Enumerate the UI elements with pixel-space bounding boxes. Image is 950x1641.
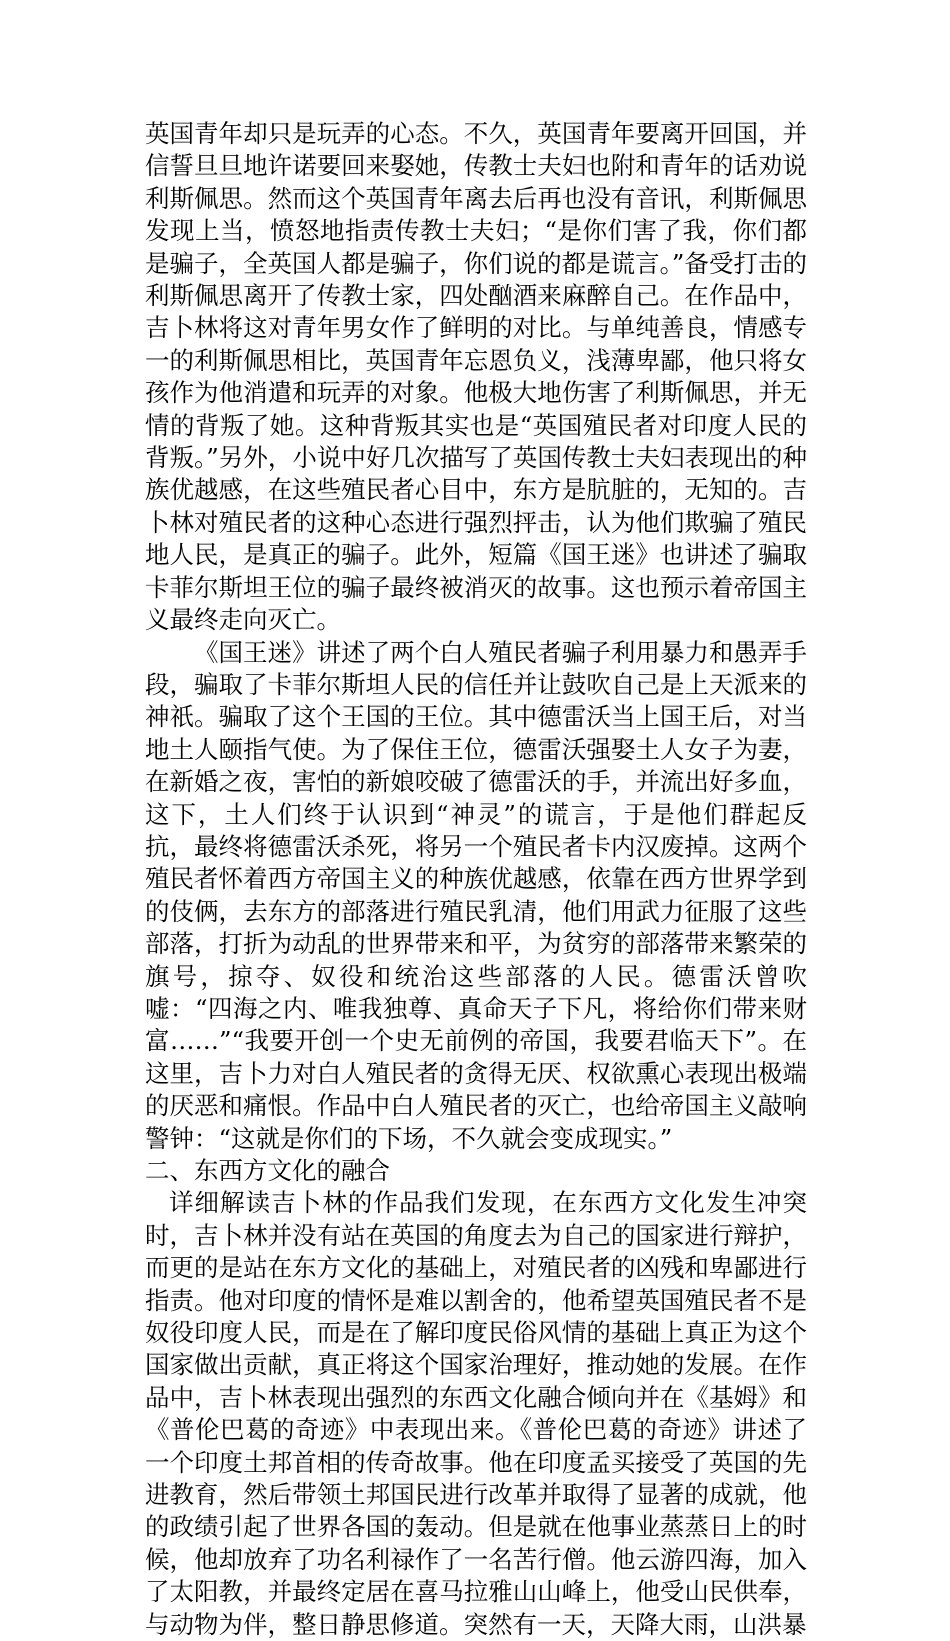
- body-paragraph-2: 《国王迷》讲述了两个白人殖民者骗子利用暴力和愚弄手段，骗取了卡菲尔斯坦人民的信任并让鼓吹自己是上天派来的神祇。骗取了这个王国的王位。其中德雷沃当上国王后，对当地土人颐指气使。为了保住王位，德雷沃强娶土人女子为妻，在新婚之夜，害怕的新娘咬破了德雷沃的手，并流出好多血，这下，土人们终于认识到“神灵”的谎言，于是他们群起反抗，最终将德雷沃杀死，将另一个殖民者卡内汉废掉。这两个殖民者怀着西方帝国主义的种族优越感，依靠在西方世界学到的伎俩，去东方的部落进行殖民乳清，他们用武力征服了这些部落，打折为动乱的世界带来和平，为贫穷的部落带来繁荣的旗号，掠夺、奴役和统治这些部落的人民。德雷沃曾吹嘘：“四海之内、唯我独尊、真命天子下凡，将给你们带来财富……”“我要开创一个史无前例的帝国，我要君临天下”。在这里，吉卜力对白人殖民者的贪得无厌、权欲熏心表现出极端的厌恶和痛恨。作品中白人殖民者的灭亡，也给帝国主义敲响警钟：“这就是你们的下场，不久就会变成现实。”: [145, 637, 807, 1153]
- document-page: [145, 118, 807, 1641]
- section-paragraph: 详细解读吉卜林的作品我们发现，在东西方文化发生冲突时，吉卜林并没有站在英国的角度去为自己的国家进行辩护，而更的是站在东方文化的基础上，对殖民者的凶残和卑鄙进行指责。他对印度的情怀是难以割舍的，他希望英国殖民者不是奴役印度人民，而是在了解印度民俗风情的基础上真正为这个国家做出贡献，真正将这个国家治理好，推动她的发展。在作品中，吉卜林表现出强烈的东西文化融合倾向并在《基姆》和《普伦巴葛的奇迹》中表现出来。《普伦巴葛的奇迹》讲述了一个印度土邦首相的传奇故事。他在印度孟买接受了英国的先进教育，然后带领土邦国民进行改革并取得了显著的成就，他的政绩引起了世界各国的轰动。但是就在他事业蒸蒸日上的时候，他却放弃了功名利禄作了一名苦行僧。他云游四海，加入了太阳教，并最终定居在喜马拉雅山山峰上，他受山民供奉，与动物为伴，整日静思修道。突然有一天，天降大雨，山洪暴: [145, 1188, 807, 1639]
- section-heading: 二、东西方文化的融合: [145, 1156, 390, 1185]
- body-paragraph-1: 英国青年却只是玩弄的心态。不久，英国青年要离开回国，并信誓旦旦地许诺要回来娶她，传教士夫妇也附和青年的话劝说利斯佩思。然而这个英国青年离去后再也没有音讯，利斯佩思发现上当，愤怒地指责传教士夫妇；“是你们害了我，你们都是骗子，全英国人都是骗子，你们说的都是谎言。”备受打击的利斯佩思离开了传教士家，四处酗酒来麻醉自己。在作品中，吉卜林将这对青年男女作了鲜明的对比。与单纯善良，情感专一的利斯佩思相比，英国青年忘恩负义，浅薄卑鄙，他只将女孩作为他消遣和玩弄的对象。他极大地伤害了利斯佩思，并无情的背叛了她。这种背叛其实也是“英国殖民者对印度人民的背叛。”另外，小说中好几次描写了英国传教士夫妇表现出的种族优越感，在这些殖民者心目中，东方是肮脏的，无知的。吉卜林对殖民者的这种心态进行强烈抨击，认为他们欺骗了殖民地人民，是真正的骗子。此外，短篇《国王迷》也讲述了骗取卡菲尔斯坦王位的骗子最终被消灭的故事。这也预示着帝国主义最终走向灭亡。: [145, 119, 807, 635]
